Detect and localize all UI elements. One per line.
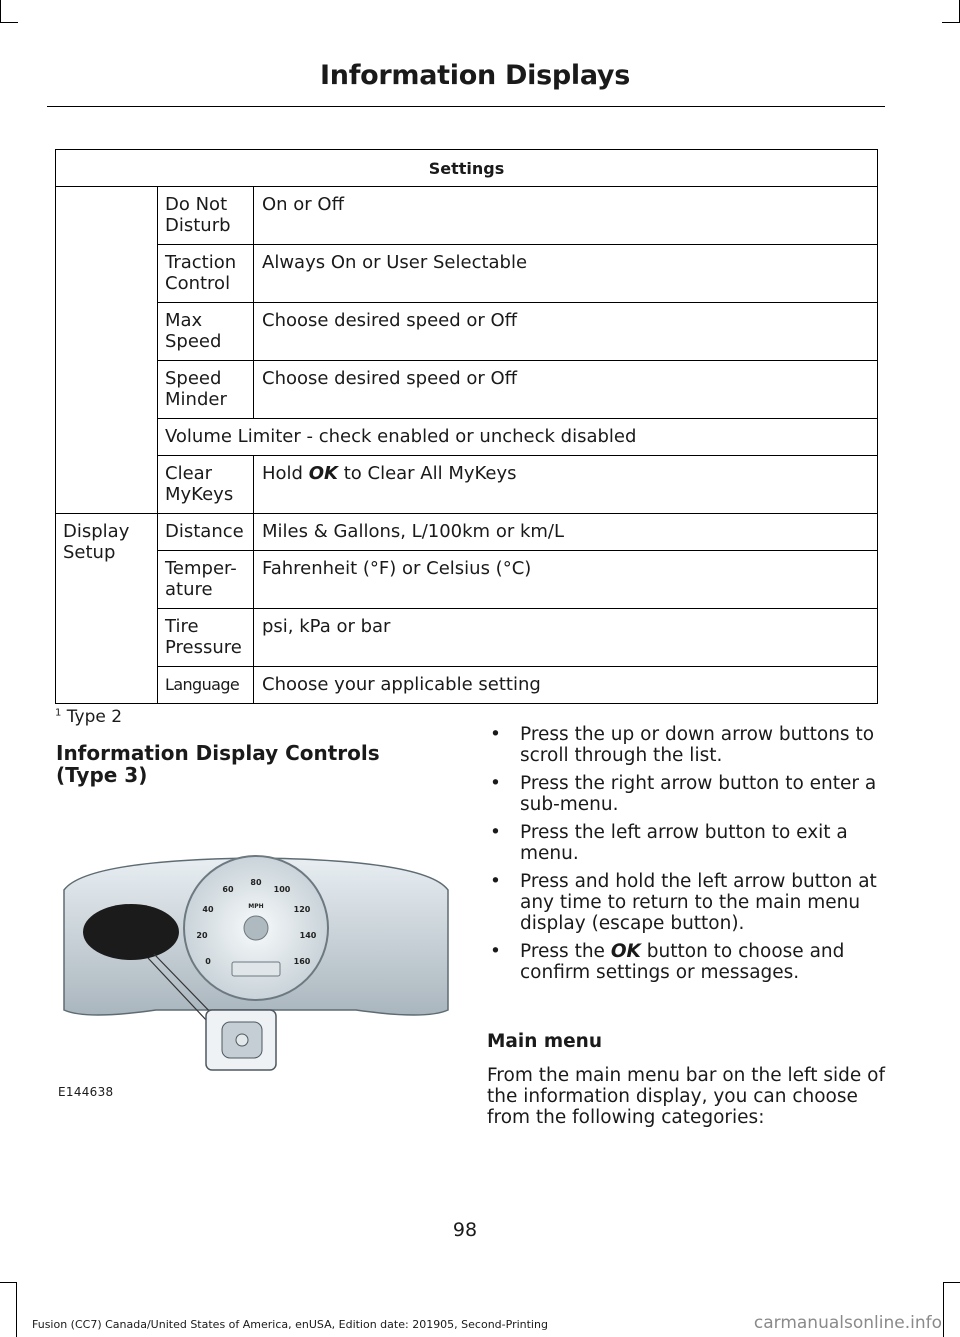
figure-code: E144638 — [58, 1085, 114, 1099]
list-item: • Press the OK button to choose and confirm settings or messages. — [490, 941, 845, 983]
settings-table — [55, 149, 878, 704]
setting-label: Distance — [158, 514, 254, 551]
setting-value: Always On or User Selectable — [254, 245, 878, 303]
crop-mark — [943, 1282, 944, 1337]
crop-mark — [0, 0, 1, 22]
settings-table-title: Settings — [56, 150, 878, 187]
setting-label: Traction Control — [158, 245, 254, 303]
page-title: Information Displays — [320, 60, 630, 91]
crop-mark — [0, 1282, 16, 1283]
footnote-marker: 1 — [55, 707, 62, 719]
setting-value: psi, kPa or bar — [254, 609, 878, 667]
left-display-highlight — [83, 904, 179, 960]
gauge-label: 140 — [299, 931, 317, 940]
footnote-text: Type 2 — [66, 707, 123, 727]
main-menu-body: From the main menu bar on the left side of the information display, you can choose from the following categories: — [487, 1065, 885, 1128]
page-number: 98 — [452, 1219, 478, 1241]
edition-line: Fusion (CC7) Canada/United States of America, enUSA, Edition date: 201905, Second-Printing — [32, 1318, 548, 1331]
list-item: • Press and hold the left arrow button at any time to return to the main menu display (escape button). — [490, 871, 877, 934]
bullet-icon: • — [490, 941, 501, 962]
list-item: • Press the right arrow button to enter a sub-menu. — [490, 773, 877, 815]
crop-mark — [16, 1282, 17, 1337]
gauge-label: 60 — [222, 885, 234, 894]
ok-button-label: OK — [610, 941, 641, 962]
crop-mark — [0, 22, 18, 23]
setting-value: Choose desired speed or Off — [254, 303, 878, 361]
list-item: • Press the left arrow button to exit a menu. — [490, 822, 848, 864]
gauge-label: 80 — [250, 878, 262, 887]
setting-label: Max Speed — [158, 303, 254, 361]
setting-label: Temper-ature — [158, 551, 254, 609]
setting-value: Fahrenheit (°F) or Celsius (°C) — [254, 551, 878, 609]
watermark: carmanualsonline.info — [753, 1313, 942, 1333]
bullet-icon: • — [490, 773, 501, 794]
volume-limiter-row: Volume Limiter - check enabled or uncheck disabled — [158, 419, 878, 456]
value-prefix: Hold — [262, 463, 303, 484]
setting-value: On or Off — [254, 187, 878, 245]
footnote — [55, 707, 122, 727]
section-heading: Information Display Controls (Type 3) — [56, 741, 380, 787]
speedometer-hub — [244, 916, 268, 940]
setting-value — [254, 456, 878, 514]
bullet-icon: • — [490, 724, 501, 745]
title-rule — [47, 106, 885, 107]
ok-button-center — [236, 1034, 248, 1046]
gauge-label: 100 — [273, 885, 291, 894]
setting-label: Clear MyKeys — [158, 456, 254, 514]
setting-label: Speed Minder — [158, 361, 254, 419]
instrument-cluster-illustration — [56, 850, 456, 1110]
setting-label: Language — [158, 667, 254, 704]
group-label-empty — [56, 187, 158, 514]
bullet-icon: • — [490, 822, 501, 843]
setting-label: Tire Pressure — [158, 609, 254, 667]
value-suffix: to Clear All MyKeys — [343, 463, 517, 484]
group-label: Display Setup — [56, 514, 158, 704]
crop-mark — [942, 22, 960, 23]
gauge-label: 0 — [205, 957, 211, 966]
bullet-list — [487, 724, 882, 990]
gauge-unit: MPH — [248, 903, 264, 910]
setting-value: Choose your applicable setting — [254, 667, 878, 704]
gauge-label: 20 — [196, 931, 208, 940]
gauge-label: 160 — [293, 957, 311, 966]
setting-value: Choose desired speed or Off — [254, 361, 878, 419]
main-menu-heading: Main menu — [487, 1031, 603, 1052]
gauge-label: 120 — [293, 905, 311, 914]
list-item: • Press the up or down arrow buttons to scroll through the list. — [490, 724, 875, 766]
ok-button-label: OK — [308, 463, 338, 484]
bullet-icon: • — [490, 871, 501, 892]
gauge-label: 40 — [202, 905, 214, 914]
trip-display-window — [232, 962, 280, 976]
setting-label: Do Not Disturb — [158, 187, 254, 245]
setting-value: Miles & Gallons, L/100km or km/L — [254, 514, 878, 551]
crop-mark — [944, 1282, 960, 1283]
